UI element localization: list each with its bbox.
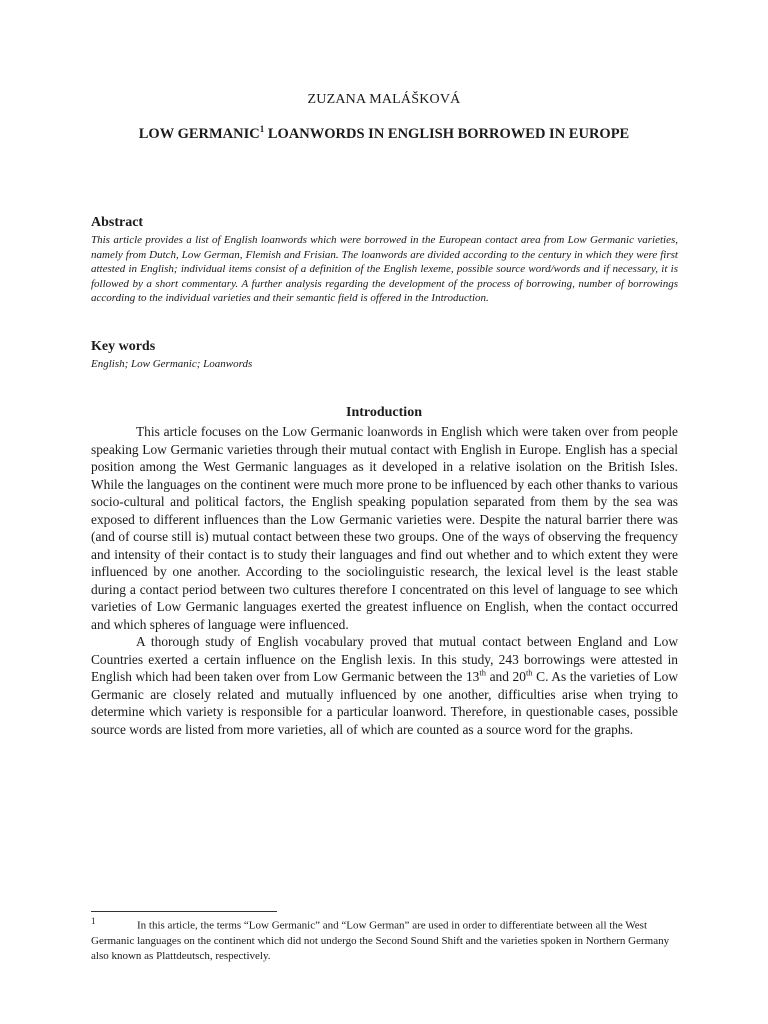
paragraph-2-part-b: and 20	[486, 669, 526, 684]
introduction-body	[91, 423, 678, 738]
introduction-heading: Introduction	[346, 405, 422, 420]
superscript-th-1: th	[479, 667, 486, 678]
author-name: ZUZANA MALÁŠKOVÁ	[307, 92, 461, 107]
keywords-text: English; Low Germanic; Loanwords	[91, 358, 253, 370]
title-part2: LOANWORDS IN ENGLISH BORROWED IN EUROPE	[264, 126, 630, 142]
paper-title	[0, 126, 768, 143]
title-footnote-ref: 1	[259, 124, 265, 135]
introduction-paragraph-2	[91, 633, 678, 738]
footnote-text: In this article, the terms “Low Germanic” and “Low German” are used in order to differentiate between all the West Germanic languages on the continent which did not undergo the Second Sound Shift and the varieties spoken in Northern Germany also known as Plattdeutsch, respectively.	[91, 919, 670, 963]
paragraph-2-part-c: C. As the varieties of Low Germanic are closely related and mutually influenced by one another, difficulties arise when trying to determine which variety is responsible for a particular loanword. Therefore, in questionable cases, possible source words are listed from more varieties, all of which are counted as a source word for the graphs.	[91, 669, 678, 737]
footnote-divider	[91, 911, 277, 912]
superscript-th-2: th	[525, 667, 533, 678]
title-part1: LOW GERMANIC	[138, 126, 260, 142]
footnote	[91, 914, 678, 965]
keywords-heading: Key words	[91, 339, 156, 354]
introduction-paragraph-1: This article focuses on the Low Germanic loanwords in English which were taken over from people speaking Low Germanic varieties through their mutual contact with English in Europe. English has a special position among the West Germanic languages as it developed in a relative isolation on the British Isles. While the languages on the continent were much more prone to be influenced by each other thanks to various socio-cultural and political factors, the English speaking population separated from them by the sea was exposed to different influences than the Low Germanic varieties were. Despite the natural barrier there was (and of course still is) mutual contact between these two groups. One of the ways of observing the frequency and intensity of their contact is to study their languages and find out whether and to which extent they were influenced by one another. According to the sociolinguistic research, the lexical level is the least stable during a contact period between two cultures therefore I concentrated on this level of language to see which varieties of Low Germanic languages exerted the greatest influence on English, when the contact occurred and which spheres of language were influenced.	[91, 424, 678, 632]
abstract-heading: Abstract	[91, 215, 144, 230]
abstract-text: This article provides a list of English loanwords which were borrowed in the European contact area from Low Germanic varieties, namely from Dutch, Low German, Flemish and Frisian. The loanwords are divided according to the century in which they were first attested in English; individual items consist of a definition of the English lexeme, possible source word/words and if necessary, it is followed by a short commentary. A further analysis regarding the development of the process of borrowing, number of borrowings according to the individual varieties and their semantic field is offered in the Introduction.	[91, 234, 678, 305]
paragraph-2-part-a: A thorough study of English vocabulary proved that mutual contact between England and Low Countries exerted a certain influence on the English lexis. In this study, 243 borrowings were attested in English which had been taken over from Low Germanic between the 13	[91, 634, 678, 684]
footnote-mark: 1	[91, 916, 96, 926]
